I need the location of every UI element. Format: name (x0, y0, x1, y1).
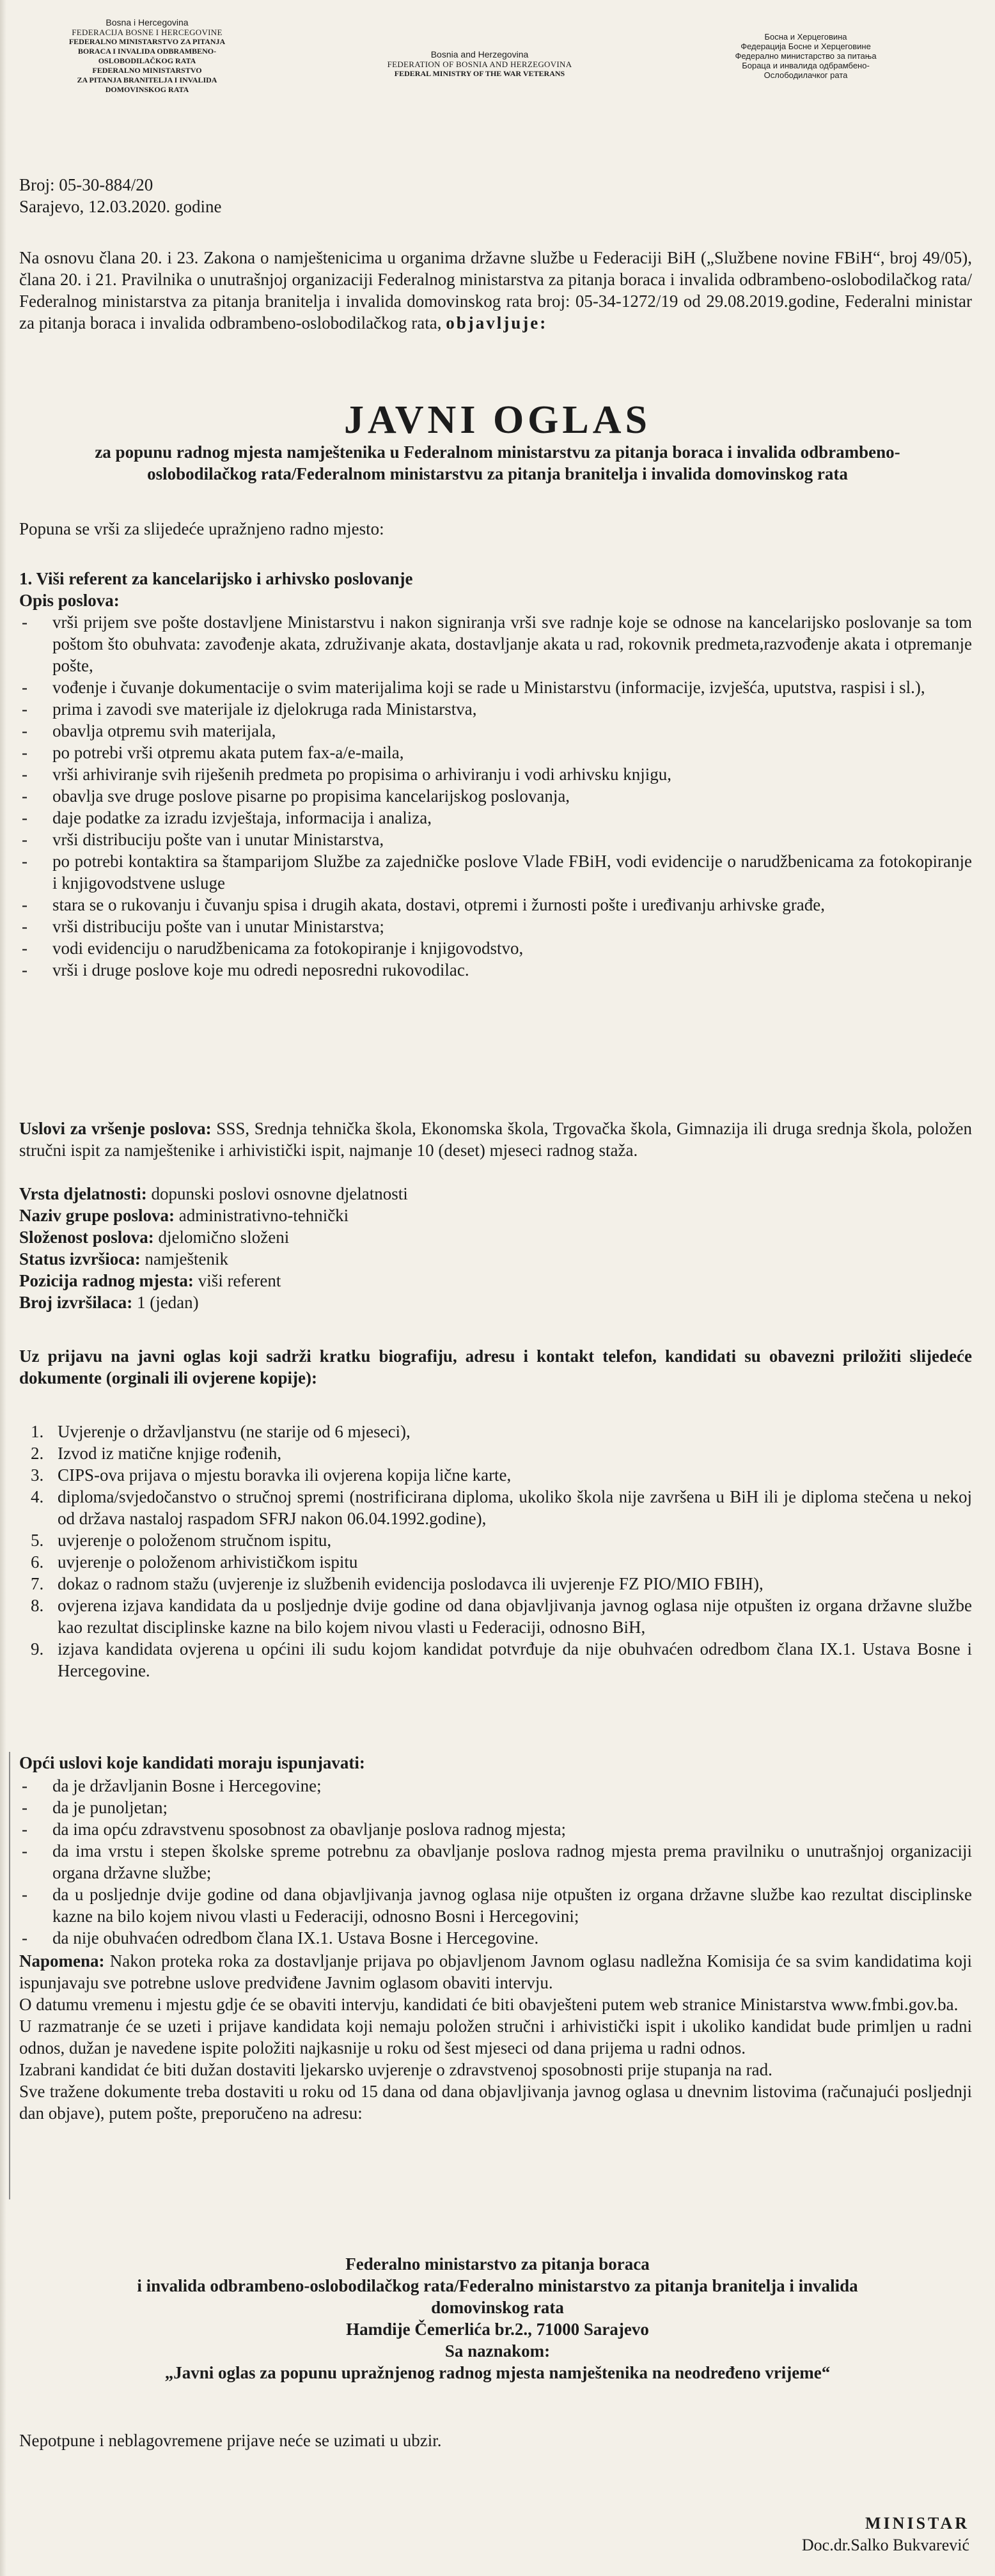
detail-value: dopunski poslovi osnovne djelatnosti (151, 1184, 408, 1203)
letterhead-right-line-4: Бораца и инвалида одбрамбено- (742, 61, 870, 70)
document-meta (19, 174, 972, 217)
letterhead-mid-line-1: Bosnia and Herzegovina (430, 49, 529, 59)
signature-block (802, 2513, 969, 2556)
document-item-number: 3. (31, 1465, 44, 1485)
document-item-number: 4. (31, 1487, 44, 1506)
general-condition-item: - da nije obuhvaćen odredbom člana IX.1. Ustava Bosne i Hercegovine. (19, 1927, 972, 1949)
address-line-4: Hamdije Čemerlića br.2., 71000 Sarajevo (346, 2320, 649, 2339)
duty-item: - daje podatke za izradu izvještaja, informacija i analiza, (19, 807, 972, 829)
page-subtitle: za popunu radnog mjesta namještenika u Federalnom ministarstvu za pitanja boraca i invalida odbrambeno-oslobodilačkog rata/Federalnom ministarstvu za pitanja branitelja i invalida domovinskog rata (95, 442, 900, 483)
letterhead-left-line-4: BORACA I INVALIDA ODBRAMBENO- (77, 47, 217, 56)
document-item (19, 1595, 972, 1638)
column-border (0, 1752, 10, 2199)
detail-row (19, 1205, 972, 1226)
documents-list (19, 1421, 972, 1682)
letterhead-left-line-1: Bosna i Hercegovina (106, 17, 189, 27)
duty-item: - obavlja otpremu svih materijala, (19, 720, 972, 742)
note-paragraph-1 (19, 1950, 972, 1994)
general-conditions-label: Opći uslovi koje kandidati moraju ispunjavati: (19, 1753, 365, 1772)
requirements-label: Uslovi za vršenje poslova: (19, 1119, 212, 1138)
letterhead-bosnian (26, 18, 269, 95)
position-details (19, 1183, 972, 1313)
document-item-text: CIPS-ova prijava o mjestu boravka ili ovjerena kopija lične karte, (58, 1465, 512, 1485)
detail-label: Pozicija radnog mjesta: (19, 1271, 194, 1290)
requirements-paragraph (19, 1118, 972, 1161)
requirements-text: SSS, Srednja tehnička škola, Ekonomska škola, Trgovačka škola, Gimnazija ili druga srednja škola, položen stručni ispit za namještenike i arhivistički ispit, najmanje 10 (deset) mjeseci radnog staža. (19, 1119, 972, 1160)
document-item (19, 1573, 972, 1595)
duty-item: - vrši distribuciju pošte van i unutar Ministarstva, (19, 829, 972, 850)
detail-label: Naziv grupe poslova: (19, 1206, 175, 1225)
required-documents (19, 1421, 972, 1682)
detail-value: administrativno-tehnički (178, 1206, 349, 1225)
general-condition-item: - da ima opću zdravstvenu sposobnost za obavljanje poslova radnog mjesta; (19, 1818, 972, 1840)
duty-item: - vrši i druge poslove koje mu odredi neposredni rukovodilac. (19, 959, 972, 981)
letterhead (26, 18, 969, 152)
general-conditions-list (19, 1775, 972, 1949)
note-label: Napomena: (19, 1951, 105, 1971)
document-item-number: 1. (31, 1422, 44, 1441)
address-line-3: domovinskog rata (431, 2298, 564, 2317)
document-item (19, 1464, 972, 1486)
note-paragraph-4: Izabrani kandidat će biti dužan dostaviti ljekarsko uvjerenje o zdravstvenoj sposobnosti prije stupanja na rad. (19, 2060, 772, 2079)
duty-item: - vrši distribuciju pošte van i unutar Ministarstva; (19, 916, 972, 937)
general-conditions (19, 1775, 972, 1949)
address-line-1: Federalno ministarstvo za pitanja boraca (345, 2254, 650, 2274)
letterhead-left-line-2: FEDERACIJA BOSNE I HERCEGOVINE (72, 27, 223, 37)
note-paragraph-2: O datumu vremenu i mjestu gdje će se obaviti intervju, kandidati će biti obavješteni putem web stranice Ministarstva www.fmbi.gov.ba. (19, 1995, 959, 2014)
letterhead-left-line-3: FEDERALNO MINISTARSTVO ZA PITANJA (68, 37, 226, 46)
letterhead-left-line-5: OSLOBODILAČKOG RATA (98, 56, 196, 65)
document-item-number: 2. (31, 1444, 44, 1463)
document-item-text: uvjerenje o položenom arhivističkom ispitu (58, 1552, 358, 1572)
note-paragraph-5: Sve tražene dokumente treba dostaviti u roku od 15 dana od dana objavljivanja javnog oglasa u dnevnim listovima (računajući posljednji dan objave), putem pošte, preporučeno na adresu: (19, 2082, 972, 2123)
general-condition-item: - da ima vrstu i stepen školske spreme potrebnu za obavljanje poslova radnog mjesta prema pravilniku o unutrašnjoj organizaciji organa državne službe; (19, 1840, 972, 1884)
detail-value: viši referent (198, 1271, 281, 1290)
incomplete-applications-note: Nepotpune i neblagovremene prijave neće se uzimati u ubzir. (19, 2431, 442, 2450)
duty-item: - po potrebi kontaktira sa štamparijom Službe za zajedničke poslove Vlade FBiH, vodi evidencije o narudžbenicama za fotokopiranje i knjigovodstvene usluge (19, 850, 972, 894)
minister-name: Doc.dr.Salko Bukvarević (801, 2536, 969, 2554)
objavljuje-label: objavljuje: (446, 313, 548, 332)
document-item-text: diploma/svjedočanstvo o stručnoj spremi (nostrificirana diploma, ukoliko škola nije završena u BiH ili je diploma stečena u nekoj od država nastaloj raspadom SFRJ nakon 06.04.1992.godine), (58, 1487, 972, 1528)
document-item-number: 8. (31, 1596, 44, 1615)
document-item-text: dokaz o radnom stažu (uvjerenje iz službenih evidencija poslodavca ili uvjerenje FZ PIO/MIO FBIH), (58, 1574, 764, 1593)
document-item-number: 9. (31, 1639, 44, 1659)
general-condition-item: - da u posljednje dvije godine od dana objavljivanja javnog oglasa nije otpušten iz organa državne službe kao rezultat disciplinske kazne na bilo kojem nivou vlasti u Federaciji, odnosno Bosni i Hercegovini; (19, 1884, 972, 1927)
duty-item: - vrši prijem sve pošte dostavljene Ministarstvu i nakon signiranja vrši sve radnje koje se odnose na kancelarijsko poslovanje sa tom poštom što obuhvata: zavođenje akata, združivanje akata, dostavljanje akata u rad, rokovnik predmeta,razvođenje akata i otpremanje pošte, (19, 611, 972, 676)
general-condition-item: - da je državljanin Bosne i Hercegovine; (19, 1775, 972, 1797)
letterhead-right-line-5: Ослободилачког рата (764, 70, 848, 80)
duty-item: - prima i zavodi sve materijale iz djelokruga rada Ministarstva, (19, 698, 972, 720)
detail-row (19, 1292, 972, 1313)
detail-label: Status izvršioca: (19, 1249, 141, 1268)
minister-title: MINISTAR (865, 2514, 969, 2533)
document-item (19, 1638, 972, 1682)
address-line-6: „Javni oglas za popunu upražnjenog radnog mjesta namještenika na neodređeno vrijeme“ (164, 2363, 831, 2382)
document-item (19, 1442, 972, 1464)
letterhead-right-line-2: Федерација Босне и Херцеговине (740, 42, 871, 51)
letterhead-mid-line-3: FEDERAL MINISTRY OF THE WAR VETERANS (394, 69, 565, 78)
legal-basis-text: Na osnovu člana 20. i 23. Zakona o namještenicima u organima državne službe u Federaciji BiH („Službene novine FBiH“, broj 49/05), člana 20. i 21. Pravilnika o unutrašnjoj organizaciji Federalnog ministarstva za pitanja boraca i invalida odbrambeno-oslobodilačkog rata/ Federalnog ministarstva za pitanja branitelja i invalida domovinskog rata broj: 05-34-1272/19 od 29.08.2019.godine, Federalni ministar za pitanja boraca i invalida odbrambeno-oslobodilačkog rata, (19, 248, 972, 332)
document-item-text: Uvjerenje o državljanstvu (ne starije od 6 mjeseci), (58, 1422, 411, 1441)
address-line-2: i invalida odbrambeno-oslobodilačkog rata/Federalno ministarstvo za pitanja branitelja i invalida (137, 2276, 858, 2295)
document-item (19, 1551, 972, 1573)
letterhead-left-line-7: ZA PITANJA BRANITELJA I INVALIDA (77, 75, 217, 84)
document-item-text: ovjerena izjava kandidata da u posljednje dvije godine od dana objavljivanja javnog oglasa nije otpušten iz organa državne službe kao rezultat disciplinske kazne na bilo kojem nivou vlasti u Federaciji, odnosno BiH, (58, 1596, 972, 1637)
document-item (19, 1486, 972, 1529)
detail-row (19, 1270, 972, 1292)
document-item-number: 6. (31, 1552, 44, 1572)
position-title: 1. Viši referent za kancelarijsko i arhivsko poslovanje (19, 569, 413, 588)
job-description-label: Opis poslova: (19, 591, 120, 610)
mailing-address (77, 2253, 918, 2384)
duty-item: - stara se o rukovanju i čuvanju spisa i drugih akata, dostavi, otpremi i žurnosti pošte i uređivanju arhivske građe, (19, 894, 972, 916)
document-date: Sarajevo, 12.03.2020. godine (19, 197, 222, 216)
legal-basis-paragraph (19, 247, 972, 334)
detail-label: Vrsta djelatnosti: (19, 1184, 147, 1203)
detail-label: Broj izvršilaca: (19, 1293, 133, 1312)
letterhead-right-line-3: Федерално министарство за питања (735, 51, 877, 61)
detail-row (19, 1183, 972, 1205)
document-item (19, 1529, 972, 1551)
document-item-text: Izvod iz matične knjige rođenih, (58, 1444, 282, 1463)
duty-item: - po potrebi vrši otpremu akata putem fax-a/e-maila, (19, 742, 972, 763)
document-item (19, 1421, 972, 1442)
general-condition-item: - da je punoljetan; (19, 1797, 972, 1818)
letterhead-right-line-1: Босна и Херцеговина (764, 32, 847, 42)
duties-list (19, 611, 972, 981)
duty-item: - obavlja sve druge poslove pisarne po propisima kancelarijskog poslovanja, (19, 785, 972, 807)
letterhead-left-line-6: FEDERALNO MINISTARSTVO (92, 66, 202, 75)
document-item-text: uvjerenje o položenom stručnom ispitu, (58, 1531, 332, 1550)
document-number: Broj: 05-30-884/20 (19, 175, 153, 194)
letterhead-english (345, 50, 614, 79)
duty-item: - vođenje i čuvanje dokumentacije o svim materijalima koji se rade u Ministarstvu (informacije, izvješća, uputstva, raspisi i sl.), (19, 676, 972, 698)
document-item-number: 5. (31, 1531, 44, 1550)
document-item-number: 7. (31, 1574, 44, 1593)
letterhead-mid-line-2: FEDERATION OF BOSNIA AND HERZEGOVINA (387, 59, 572, 69)
vacancy-intro: Popuna se vrši za slijedeće upražnjeno radno mjesto: (19, 519, 384, 538)
detail-value: namještenik (145, 1249, 228, 1268)
note-text-1: Nakon proteka roka za dostavljanje prijava po objavljenom Javnom oglasu nadležna Komisija će sa svim kandidatima koji ispunjavaju sve potrebne uslove predviđene Javnim oglasom obaviti intervju. (19, 1951, 973, 1992)
page-title: JAVNI OGLAS (343, 398, 652, 442)
letterhead-left-line-8: DOMOVINSKOG RATA (105, 85, 189, 94)
detail-label: Složenost poslova: (19, 1228, 154, 1247)
detail-row (19, 1226, 972, 1248)
document-item-text: izjava kandidata ovjerena u općini ili sudu kojom kandidat potvrđuje da nije obuhvaćen odredbom člana IX.1. Ustava Bosne i Hercegovine. (58, 1639, 972, 1680)
detail-row (19, 1248, 972, 1270)
note-section (19, 1950, 972, 2124)
letterhead-cyrillic (671, 32, 940, 80)
documents-intro: Uz prijavu na javni oglas koji sadrži kratku biografiju, adresu i kontakt telefon, kandidati su obavezni priložiti slijedeće dokumente (orginali ili ovjerene kopije): (19, 1347, 972, 1387)
duty-item: - vodi evidenciju o narudžbenicama za fotokopiranje i knjigovodstvo, (19, 937, 972, 959)
duty-item: - vrši arhiviranje svih riješenih predmeta po propisima o arhiviranju i vodi arhivsku knjigu, (19, 763, 972, 785)
note-paragraph-3: U razmatranje će se uzeti i prijave kandidata koji nemaju položen stručni i arhivistički ispit i ukoliko kandidat bude primljen u radni odnos, dužan je navedene ispite položiti najkasnije u roku od šest mjeseci od dana prijema u radni odnos. (19, 2017, 972, 2057)
detail-value: djelomično složeni (158, 1228, 290, 1247)
detail-value: 1 (jedan) (136, 1293, 199, 1312)
job-duties (19, 611, 972, 981)
address-line-5: Sa naznakom: (444, 2341, 551, 2361)
